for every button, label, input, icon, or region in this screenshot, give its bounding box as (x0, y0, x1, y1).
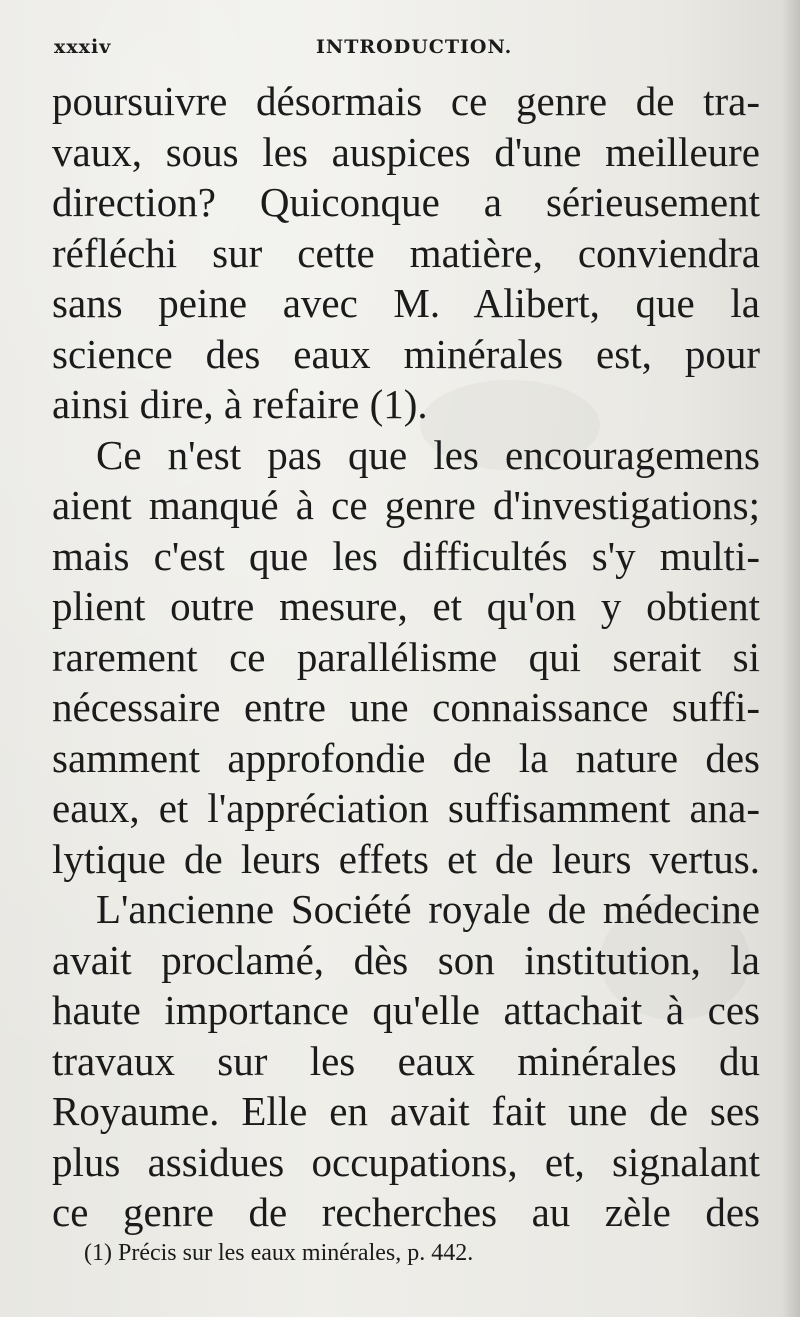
text-line: Ce n'est pas que les encouragemens (96, 431, 760, 478)
text-line: vaux, sous les auspices d'une meilleure (52, 128, 760, 175)
text-line: avait proclamé, dès son institution, la (52, 936, 760, 983)
text-line: haute importance qu'elle attachait à ces (52, 987, 760, 1033)
text-line: réfléchi sur cette matière, conviendra (52, 229, 760, 276)
text-line: nécessaire entre une connaissance suffi- (52, 684, 760, 730)
text-line: sans peine avec M. Alibert, que la (52, 280, 760, 326)
text-line: poursuivre désormais ce genre de tra- (52, 78, 760, 124)
text-line: aient manqué à ce genre d'investigations; (52, 482, 760, 528)
page-edge-shadow (782, 0, 800, 1317)
text-line: mais c'est que les difficultés s'y multi- (52, 532, 760, 579)
text-line: eaux, et l'appréciation suffisamment ana- (52, 785, 760, 831)
text-line: Royaume. Elle en avait fait une de ses (52, 1088, 760, 1134)
text-line: ce genre de recherches au zèle des (52, 1189, 760, 1235)
text-line: ainsi dire, à refaire (1). (52, 381, 428, 427)
text-line: plient outre mesure, et qu'on y obtient (52, 583, 760, 629)
text-line: plus assidues occupations, et, signalant (52, 1138, 760, 1185)
footnote: (1) Précis sur les eaux minérales, p. 442. (84, 1240, 474, 1266)
main-text (52, 76, 760, 1238)
text-line: science des eaux minérales est, pour (52, 330, 760, 377)
running-title: INTRODUCTION. (316, 36, 513, 58)
page-number: xxxiv (54, 36, 112, 58)
text-line: rarement ce parallélisme qui serait si (52, 633, 760, 680)
text-line: lytique de leurs effets et de leurs vertus. (52, 835, 760, 882)
text-line: travaux sur les eaux minérales du (52, 1037, 760, 1084)
text-line: direction? Quiconque a sérieusement (52, 179, 760, 225)
page-header (54, 36, 758, 66)
text-line: samment approfondie de la nature des (52, 734, 760, 781)
text-line: L'ancienne Société royale de médecine (96, 886, 760, 932)
